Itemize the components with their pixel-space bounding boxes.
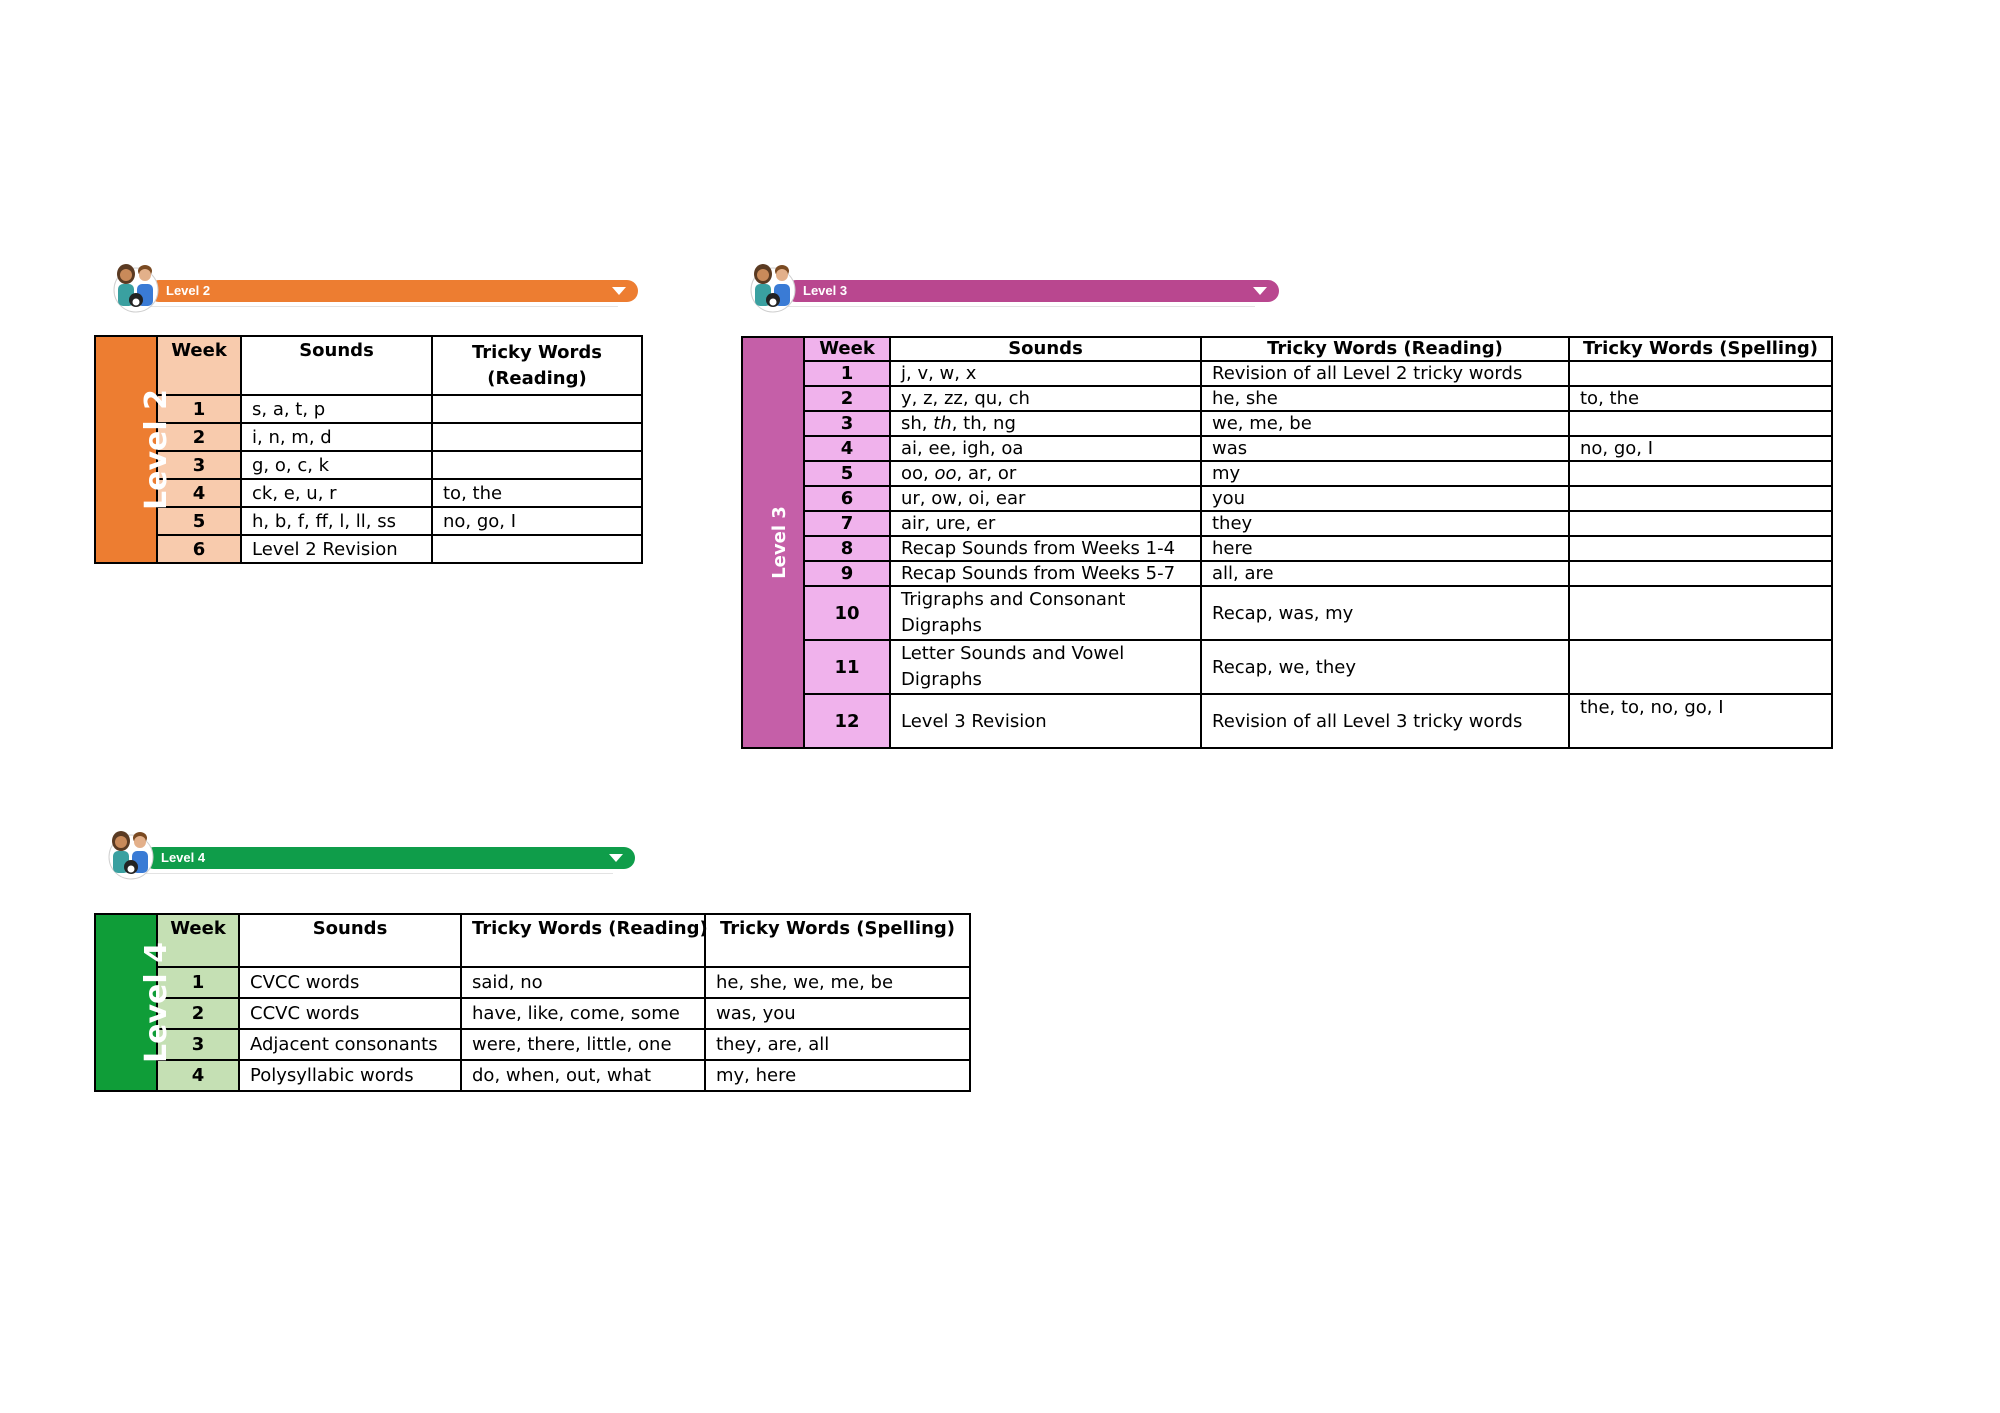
reading-cell: Recap, was, my [1201,586,1569,640]
chevron-down-icon[interactable] [1253,287,1267,295]
level2-table [94,335,643,564]
table-row [742,586,1832,640]
sounds-cell: Polysyllabic words [239,1060,461,1091]
spelling-cell: no, go, I [1569,436,1832,461]
week-cell: 11 [804,640,890,694]
week-cell: 3 [157,1029,239,1060]
sounds-cell: Trigraphs and Consonant Digraphs [890,586,1201,640]
reading-cell: no, go, I [432,507,642,535]
week-cell: 9 [804,561,890,586]
level3-table [741,336,1833,749]
week-cell: 3 [804,411,890,436]
reading-cell: my [1201,461,1569,486]
table-row [95,1029,970,1060]
level2-banner-label: Level 2 [166,283,211,298]
level2-side-label: Level 2 [95,336,157,563]
reading-cell: he, she [1201,386,1569,411]
table-row [742,361,1832,386]
sounds-cell: CCVC words [239,998,461,1029]
sounds-cell: CVCC words [239,967,461,998]
level3-banner-bar[interactable] [785,280,1279,302]
sounds-cell: Level 3 Revision [890,694,1201,748]
reading-cell [432,451,642,479]
sounds-header: Sounds [241,336,432,395]
reading-cell: said, no [461,967,705,998]
spelling-cell [1569,511,1832,536]
reading-cell: all, are [1201,561,1569,586]
table-row [742,436,1832,461]
level2-banner-underline [148,306,618,307]
tricky-reading-header: Tricky Words (Reading) [1201,337,1569,361]
table-row [95,535,642,563]
table-row [742,411,1832,436]
reading-cell: Revision of all Level 2 tricky words [1201,361,1569,386]
sounds-cell: ck, e, u, r [241,479,432,507]
table-row [95,967,970,998]
sounds-cell: ai, ee, igh, oa [890,436,1201,461]
level4-banner [103,825,643,887]
spelling-cell: they, are, all [705,1029,970,1060]
level2-banner-bar[interactable] [148,280,638,302]
sounds-cell: y, z, zz, qu, ch [890,386,1201,411]
reading-cell [432,395,642,423]
level4-banner-underline [143,873,613,874]
level3-banner [745,258,1285,318]
reading-cell: to, the [432,479,642,507]
chevron-down-icon[interactable] [609,854,623,862]
spelling-cell [1569,411,1832,436]
week-cell: 2 [157,998,239,1029]
sounds-cell: Recap Sounds from Weeks 1-4 [890,536,1201,561]
spelling-cell: was, you [705,998,970,1029]
spelling-cell [1569,361,1832,386]
level4-table [94,913,971,1092]
table-row [95,395,642,423]
week-cell: 6 [804,486,890,511]
level2-banner [108,258,638,318]
sounds-cell: j, v, w, x [890,361,1201,386]
level3-banner-label: Level 3 [803,283,848,298]
table-row [742,486,1832,511]
table-row [95,423,642,451]
table-row [742,386,1832,411]
level4-banner-label: Level 4 [161,850,206,865]
tricky-spelling-header: Tricky Words (Spelling) [705,914,970,967]
sounds-cell: i, n, m, d [241,423,432,451]
reading-cell: Recap, we, they [1201,640,1569,694]
spelling-cell: to, the [1569,386,1832,411]
spelling-cell [1569,561,1832,586]
week-cell: 12 [804,694,890,748]
reading-cell [432,423,642,451]
spelling-cell: my, here [705,1060,970,1091]
spelling-cell: he, she, we, me, be [705,967,970,998]
week-cell: 8 [804,536,890,561]
week-cell: 2 [804,386,890,411]
sounds-cell: Adjacent consonants [239,1029,461,1060]
week-cell: 7 [804,511,890,536]
week-cell: 3 [157,451,241,479]
table-row [742,640,1832,694]
sounds-cell: h, b, f, ff, l, ll, ss [241,507,432,535]
chevron-down-icon[interactable] [612,287,626,295]
week-cell: 4 [157,1060,239,1091]
spelling-cell [1569,536,1832,561]
table-row [742,461,1832,486]
level4-banner-bar[interactable] [143,847,635,869]
reading-cell: were, there, little, one [461,1029,705,1060]
table-row [742,536,1832,561]
table-row [95,1060,970,1091]
week-cell: 4 [157,479,241,507]
week-cell: 6 [157,535,241,563]
week-header: Week [157,336,241,395]
level3-side-label: Level 3 [742,337,804,748]
sounds-header: Sounds [239,914,461,967]
level3-banner-underline [785,306,1255,307]
sounds-cell: sh, th, th, ng [890,411,1201,436]
table-row [95,451,642,479]
reading-cell: they [1201,511,1569,536]
week-cell: 2 [157,423,241,451]
level4-side-label: Level 4 [95,914,157,1091]
characters-avatar-icon [745,258,801,314]
sounds-cell: Letter Sounds and Vowel Digraphs [890,640,1201,694]
spelling-cell [1569,640,1832,694]
tricky-reading-header: Tricky Words (Reading) [432,336,642,395]
characters-avatar-icon [108,258,164,314]
week-cell: 1 [157,967,239,998]
reading-cell: we, me, be [1201,411,1569,436]
week-cell: 1 [157,395,241,423]
tricky-reading-header: Tricky Words (Reading) [461,914,705,967]
table-row [95,998,970,1029]
sounds-cell: g, o, c, k [241,451,432,479]
table-row [742,511,1832,536]
week-header: Week [804,337,890,361]
characters-avatar-icon [103,825,159,881]
spelling-cell [1569,586,1832,640]
tricky-spelling-header: Tricky Words (Spelling) [1569,337,1832,361]
sounds-cell: Recap Sounds from Weeks 5-7 [890,561,1201,586]
week-cell: 4 [804,436,890,461]
reading-cell [432,535,642,563]
sounds-cell: Level 2 Revision [241,535,432,563]
table-row [742,561,1832,586]
sounds-header: Sounds [890,337,1201,361]
sounds-cell: s, a, t, p [241,395,432,423]
spelling-cell [1569,461,1832,486]
sounds-cell: air, ure, er [890,511,1201,536]
reading-cell: here [1201,536,1569,561]
table-row [95,507,642,535]
reading-cell: was [1201,436,1569,461]
reading-cell: you [1201,486,1569,511]
reading-cell: do, when, out, what [461,1060,705,1091]
spelling-cell: the, to, no, go, I [1569,694,1832,748]
sounds-cell: ur, ow, oi, ear [890,486,1201,511]
week-cell: 5 [157,507,241,535]
table-row [742,694,1832,748]
reading-cell: Revision of all Level 3 tricky words [1201,694,1569,748]
sounds-cell: oo, oo, ar, or [890,461,1201,486]
week-cell: 5 [804,461,890,486]
week-cell: 10 [804,586,890,640]
week-cell: 1 [804,361,890,386]
week-header: Week [157,914,239,967]
table-row [95,479,642,507]
spelling-cell [1569,486,1832,511]
reading-cell: have, like, come, some [461,998,705,1029]
